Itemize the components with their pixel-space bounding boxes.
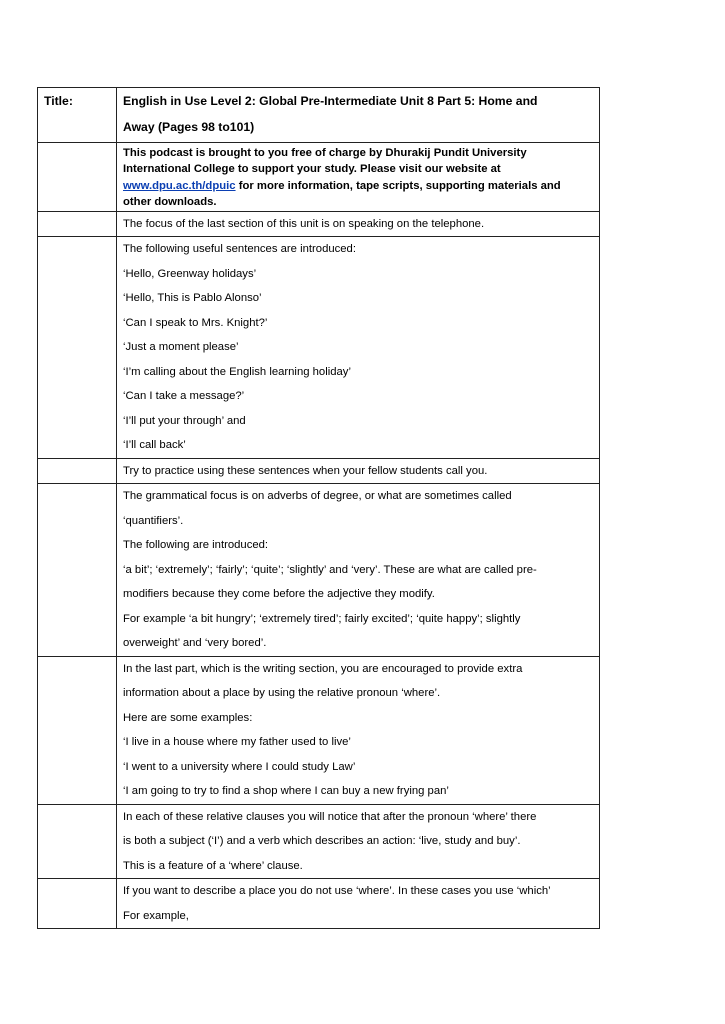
text-line: modifiers because they come before the adjective they modify. (123, 588, 435, 601)
text-line: is both a subject (‘I’) and a verb which describes an action: ‘live, study and buy’. (123, 835, 521, 848)
text-line: ‘quantifiers’. (123, 514, 184, 527)
document-title (117, 88, 600, 143)
text-cell (117, 804, 600, 879)
text-line: ‘I’m calling about the English learning holiday’ (123, 365, 351, 378)
empty-label-cell (38, 804, 117, 879)
text-line: ‘Hello, This is Pablo Alonso’ (123, 292, 262, 305)
text-line: Try to practice using these sentences when your fellow students call you. (123, 464, 488, 477)
text-line: ‘I live in a house where my father used to live’ (123, 736, 351, 749)
empty-label-cell (38, 143, 117, 212)
text-cell (117, 656, 600, 804)
intro-line-1: This podcast is brought to you free of charge by Dhurakij Pundit University (123, 147, 527, 159)
title-line-1: English in Use Level 2: Global Pre-Intermediate Unit 8 Part 5: Home and (123, 94, 538, 108)
intro-text (117, 143, 600, 212)
text-line: For example ‘a bit hungry’; ‘extremely tired’; fairly excited’; ‘quite happy’; slightly (123, 612, 521, 625)
title-line-2: Away (Pages 98 to101) (123, 120, 255, 134)
text-line: The focus of the last section of this unit is on speaking on the telephone. (123, 217, 485, 230)
text-line: ‘Hello, Greenway holidays’ (123, 267, 257, 280)
intro-row (38, 143, 600, 212)
text-line: In each of these relative clauses you will notice that after the pronoun ‘where’ there (123, 810, 537, 823)
intro-line-3: for more information, tape scripts, supporting materials and (235, 179, 561, 192)
empty-label-cell (38, 211, 117, 237)
table-row (38, 458, 600, 484)
table-row (38, 804, 600, 879)
text-line: ‘Can I speak to Mrs. Knight?’ (123, 316, 268, 329)
text-line: ‘I am going to try to find a shop where I can buy a new frying pan’ (123, 785, 449, 798)
body-rows (38, 211, 600, 929)
content-table (37, 87, 600, 929)
text-cell (117, 237, 600, 459)
intro-line-4: other downloads. (123, 196, 217, 209)
text-line: In the last part, which is the writing section, you are encouraged to provide extra (123, 662, 523, 675)
table-row (38, 211, 600, 237)
text-line: The grammatical focus is on adverbs of degree, or what are sometimes called (123, 490, 512, 503)
text-cell (117, 458, 600, 484)
text-line: ‘a bit’; ‘extremely’; ‘fairly’; ‘quite’; ‘slightly’ and ‘very’. These are what are called pre- (123, 563, 537, 576)
text-line: ‘Just a moment please’ (123, 341, 239, 354)
empty-label-cell (38, 656, 117, 804)
text-line: For example, (123, 909, 189, 922)
text-line: ‘I’ll call back’ (123, 439, 186, 452)
empty-label-cell (38, 458, 117, 484)
text-line: This is a feature of a ‘where’ clause. (123, 859, 303, 872)
text-line: ‘I’ll put your through’ and (123, 414, 246, 427)
empty-label-cell (38, 237, 117, 459)
website-link[interactable]: www.dpu.ac.th/dpuic (123, 179, 236, 192)
intro-line-2: International College to support your study. Please visit our website at (123, 163, 501, 176)
table-row (38, 484, 600, 657)
text-line: ‘Can I take a message?’ (123, 390, 245, 403)
text-line: information about a place by using the relative pronoun ‘where’. (123, 687, 441, 700)
title-row (38, 88, 600, 143)
table-row (38, 656, 600, 804)
document-page (37, 87, 600, 929)
table-row (38, 237, 600, 459)
text-cell (117, 879, 600, 929)
text-line: Here are some examples: (123, 711, 253, 724)
text-cell (117, 211, 600, 237)
empty-label-cell (38, 484, 117, 657)
text-line: ‘I went to a university where I could study Law’ (123, 760, 356, 773)
text-line: overweight’ and ‘very bored’. (123, 637, 267, 650)
table-row (38, 879, 600, 929)
title-label: Title: (38, 88, 117, 143)
text-line: If you want to describe a place you do not use ‘where’. In these cases you use ‘which’ (123, 885, 551, 898)
text-cell (117, 484, 600, 657)
empty-label-cell (38, 879, 117, 929)
text-line: The following are introduced: (123, 539, 269, 552)
text-line: The following useful sentences are introduced: (123, 243, 356, 256)
